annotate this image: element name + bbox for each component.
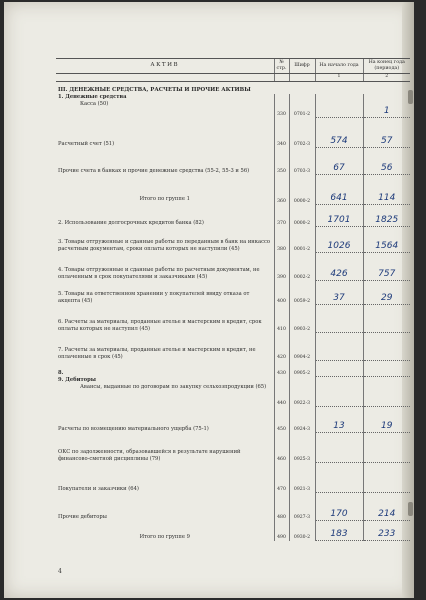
table-row	[56, 407, 410, 433]
table-header	[56, 59, 410, 74]
row-nn: 440	[274, 377, 289, 407]
header-shifr: Шифр	[289, 59, 315, 74]
value-begin: 641	[316, 192, 363, 205]
table-row	[56, 94, 410, 118]
value-end: 757	[364, 268, 411, 281]
row-label: Итого по группе 9	[139, 534, 190, 541]
row-nn: 360	[274, 175, 289, 205]
row-nn: 460	[274, 433, 289, 463]
row-label: 5. Товары на ответственном хранении у покупателей ввиду отказа от акцепта (45)	[58, 291, 250, 305]
table-row	[56, 227, 410, 253]
table-row	[56, 205, 410, 227]
row-nn: 370	[274, 205, 289, 227]
balance-table	[56, 58, 410, 541]
row-nn: 420	[274, 333, 289, 361]
value-begin: 1026	[316, 240, 363, 253]
row-nn: 330	[274, 94, 289, 118]
row-shifr: 0702-3	[289, 118, 315, 148]
row-shifr: 0701-2	[289, 94, 315, 118]
table-row	[56, 333, 410, 361]
value-begin: 1701	[316, 214, 363, 227]
value-begin: 37	[316, 292, 363, 305]
row-shifr: 0059-2	[289, 281, 315, 305]
header-end: На конец года (периода)	[363, 59, 410, 74]
row-nn: 450	[274, 407, 289, 433]
row-label: Расчетный счет (51)	[58, 141, 115, 148]
row-nn: 390	[274, 253, 289, 281]
row-label: 7. Расчеты за материалы, проданные ателье и мастерским в кредит, не оплаченные в срок (45)	[58, 347, 256, 361]
table-row	[56, 305, 410, 333]
value-end: 114	[364, 192, 411, 205]
value-end: 214	[364, 508, 411, 521]
row-label: 1. Денежные средства	[58, 94, 127, 101]
row-shifr: 0703-3	[289, 148, 315, 175]
value-end: 233	[364, 528, 411, 541]
table-row	[56, 253, 410, 281]
row-shifr: 0000-2	[289, 205, 315, 227]
header-col2: 2	[363, 74, 410, 82]
row-nn: 490	[274, 521, 289, 541]
table-row	[56, 493, 410, 521]
value-begin: 574	[316, 135, 363, 148]
row-label: Расчеты по возмещению материального ущерба (75-1)	[58, 426, 209, 433]
table-row	[56, 463, 410, 493]
row-label: 3. Товары отгруженные и сданные работы по переданным в банк на инкассо расчетным документам, сроки оплаты которых не наступили (45)	[58, 239, 271, 253]
row-shifr: 0000-2	[289, 175, 315, 205]
value-end: 56	[364, 162, 411, 175]
row-shifr: 0904-2	[289, 333, 315, 361]
header-activ: АКТИВ	[56, 59, 274, 74]
row-shifr: 0001-2	[289, 227, 315, 253]
table-row	[56, 148, 410, 175]
row-shifr: 0905-2	[289, 361, 315, 377]
value-end: 57	[364, 135, 411, 148]
row-shifr: 0930-2	[289, 521, 315, 541]
row-label: Итого по группе 1	[139, 196, 190, 203]
row-nn: 380	[274, 227, 289, 253]
table-subheader	[56, 74, 410, 82]
row-nn: 350	[274, 148, 289, 175]
row-nn: 410	[274, 305, 289, 333]
row-label: 2. Использование долгосрочных кредитов банка (82)	[58, 220, 204, 227]
table-row	[56, 521, 410, 541]
value-end: 29	[364, 292, 411, 305]
section-title: III. ДЕНЕЖНЫЕ СРЕДСТВА, РАСЧЕТЫ И ПРОЧИЕ АКТИВЫ	[58, 87, 251, 93]
table-row	[56, 361, 410, 377]
value-begin: 170	[316, 508, 363, 521]
row-shifr: 0927-3	[289, 493, 315, 521]
row-nn: 470	[274, 463, 289, 493]
value-begin: 67	[316, 162, 363, 175]
value-end: 1	[364, 105, 411, 118]
value-end: 1564	[364, 240, 411, 253]
row-sublabel: Авансы, выданные по договорам по закупку сельхозпродукции (65)	[80, 384, 267, 391]
row-shifr: 0002-2	[289, 253, 315, 281]
value-begin: 183	[316, 528, 363, 541]
table-row	[56, 281, 410, 305]
row-label: Прочие дебиторы	[58, 514, 107, 521]
section-row	[56, 82, 410, 95]
row-label: Прочие счета в банках и прочие денежные средства (55-2, 55-3 и 56)	[58, 168, 250, 175]
row-nn: 430	[274, 361, 289, 377]
header-nn: № стр.	[274, 59, 289, 74]
table-row	[56, 377, 410, 407]
row-nn: 480	[274, 493, 289, 521]
row-label: 4. Товары отгруженные и сданные работы по расчетным документам, не оплаченным в срок покупателями и заказчиками (45)	[58, 267, 260, 281]
table-row	[56, 118, 410, 148]
row-shifr: 0921-3	[289, 463, 315, 493]
row-label: 9. Дебиторы	[58, 377, 96, 384]
row-nn: 340	[274, 118, 289, 148]
header-col1: 1	[315, 74, 363, 82]
row-shifr: 0925-3	[289, 433, 315, 463]
row-label: 6. Расчеты за материалы, проданные ателье и мастерским в кредит, срок оплаты которых не наступил (45)	[58, 319, 262, 333]
row-label: ОКС по задолженности, образовавшейся в результате нарушений финансово-сметной дисциплины (79)	[58, 449, 241, 463]
row-sublabel: Касса (50)	[80, 101, 109, 108]
row-nn: 400	[274, 281, 289, 305]
value-begin: 13	[316, 420, 363, 433]
value-begin: 426	[316, 268, 363, 281]
value-end: 19	[364, 420, 411, 433]
row-label: 8.	[58, 370, 64, 377]
table-row	[56, 433, 410, 463]
row-shifr: 0924-3	[289, 407, 315, 433]
document-page	[4, 2, 414, 598]
value-end: 1825	[364, 214, 411, 227]
page-number: 4	[58, 568, 62, 575]
row-label: Покупатели и заказчики (64)	[58, 486, 139, 493]
row-shifr: 0922-3	[289, 377, 315, 407]
row-shifr: 0903-2	[289, 305, 315, 333]
table-row	[56, 175, 410, 205]
header-begin: На начало года	[315, 59, 363, 74]
